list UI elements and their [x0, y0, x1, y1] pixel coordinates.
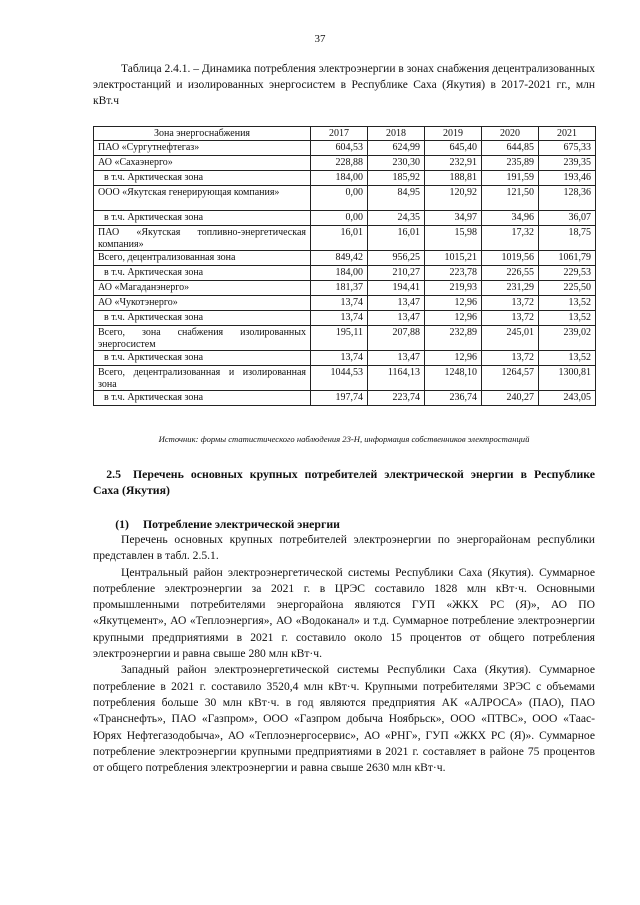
cell-value: 13,47 [368, 351, 425, 366]
cell-value: 232,89 [425, 326, 482, 351]
cell-value: 15,98 [425, 226, 482, 251]
cell-value: 34,96 [482, 211, 539, 226]
page-number: 37 [314, 33, 326, 45]
cell-value: 197,74 [311, 391, 368, 406]
cell-value: 13,74 [311, 351, 368, 366]
row-label: в т.ч. Арктическая зона [94, 311, 311, 326]
table-row [94, 351, 596, 366]
cell-value: 229,53 [539, 266, 596, 281]
subsection-heading [93, 516, 595, 532]
cell-value: 12,96 [425, 311, 482, 326]
row-label: в т.ч. Арктическая зона [94, 211, 311, 226]
cell-value: 121,50 [482, 186, 539, 211]
cell-value: 236,74 [425, 391, 482, 406]
row-label: АО «Сахаэнерго» [94, 156, 311, 171]
table-caption: Таблица 2.4.1. – Динамика потребления электроэнергии в зонах снабжения децентрализованных электростанций и изолированных энергосистем в Республике Саха (Якутия) в 2017-2021 гг., млн кВт.ч [93, 63, 595, 107]
cell-value: 184,00 [311, 266, 368, 281]
cell-value: 245,01 [482, 326, 539, 351]
column-header-2018: 2018 [368, 127, 425, 141]
table-row [94, 391, 596, 406]
table-row [94, 171, 596, 186]
cell-value: 644,85 [482, 141, 539, 156]
cell-value: 228,88 [311, 156, 368, 171]
row-label: в т.ч. Арктическая зона [94, 351, 311, 366]
cell-value: 1015,21 [425, 251, 482, 266]
table-row [94, 211, 596, 226]
table-row [94, 326, 596, 351]
cell-value: 235,89 [482, 156, 539, 171]
cell-value: 34,97 [425, 211, 482, 226]
cell-value: 223,78 [425, 266, 482, 281]
table-row [94, 281, 596, 296]
cell-value: 624,99 [368, 141, 425, 156]
column-header-2021: 2021 [539, 127, 596, 141]
cell-value: 13,74 [311, 296, 368, 311]
cell-value: 1164,13 [368, 366, 425, 391]
table-row [94, 141, 596, 156]
cell-value: 13,52 [539, 351, 596, 366]
row-label: АО «Чукотэнерго» [94, 296, 311, 311]
column-header-2019: 2019 [425, 127, 482, 141]
table-row [94, 296, 596, 311]
cell-value: 13,52 [539, 296, 596, 311]
cell-value: 645,40 [425, 141, 482, 156]
cell-value: 13,52 [539, 311, 596, 326]
table-source-note: Источник: формы статистического наблюдения 23-Н, информация собственников электростанций [158, 434, 530, 444]
cell-value: 223,74 [368, 391, 425, 406]
cell-value: 849,42 [311, 251, 368, 266]
paragraph: Западный район электроэнергетической системы Республики Саха (Якутия). Суммарное потребление в 2021 г. составило 3520,4 млн кВт·ч. Крупными потребителями ЗРЭС с объемами потребления больше 30 млн кВт·ч. в год являются предприятия АК «АЛРОСА» (ПАО), ПАО «Транснефть», ПАО «Газпром», ООО «Газпром добыча Ноябрьск», ООО «ПТВС», ООО «Таас-Юрях Нефтегазодобыча», АО «Теплоэнергосервис», АО «РНГ», ГУП «ЖКХ РС (Я)». Суммарное потребление электроэнергии крупными предприятиями в 2021 г. составляет в районе 75 процентов от общего потребления электроэнергии и равна свыше 2630 млн кВт·ч. [93, 663, 595, 775]
cell-value: 239,35 [539, 156, 596, 171]
subsection-title: Потребление электрической энергии [143, 517, 340, 531]
cell-value: 956,25 [368, 251, 425, 266]
cell-value: 193,46 [539, 171, 596, 186]
cell-value: 12,96 [425, 296, 482, 311]
cell-value: 675,33 [539, 141, 596, 156]
row-label: в т.ч. Арктическая зона [94, 171, 311, 186]
body-text [93, 532, 595, 776]
cell-value: 12,96 [425, 351, 482, 366]
cell-value: 16,01 [368, 226, 425, 251]
cell-value: 230,30 [368, 156, 425, 171]
cell-value: 1264,57 [482, 366, 539, 391]
cell-value: 239,02 [539, 326, 596, 351]
row-label: ПАО «Якутская топливно-энергетическая компания» [94, 226, 311, 251]
paragraph: Центральный район электроэнергетической системы Республики Саха (Якутия). Суммарное потребление электроэнергии за 2021 г. в ЦРЭС составило 1828 млн кВт·ч. Основными промышленными потребителями энергорайона являются ГУП «ЖКХ РС (Я)», АО ПО «Якутцемент», АО «Теплоэнергия», АО «Водоканал» и т.д. Суммарное потребление электроэнергии крупными предприятиями в 2021 г. составило около 15 процентов от общего потребления электроэнергии и равна свыше 280 млн кВт·ч. [93, 565, 595, 661]
table-row [94, 226, 596, 251]
cell-value: 36,07 [539, 211, 596, 226]
cell-value: 181,37 [311, 281, 368, 296]
cell-value: 240,27 [482, 391, 539, 406]
row-label: ООО «Якутская генерирующая компания» [94, 186, 311, 211]
cell-value: 194,41 [368, 281, 425, 296]
cell-value: 128,36 [539, 186, 596, 211]
paragraph: Перечень основных крупных потребителей электроэнергии по энергорайонам республики представлен в табл. 2.5.1. [93, 533, 595, 563]
cell-value: 1248,10 [425, 366, 482, 391]
cell-value: 1061,79 [539, 251, 596, 266]
section-number: 2.5 [106, 467, 121, 481]
cell-value: 243,05 [539, 391, 596, 406]
cell-value: 0,00 [311, 211, 368, 226]
cell-value: 17,32 [482, 226, 539, 251]
column-header-2017: 2017 [311, 127, 368, 141]
cell-value: 84,95 [368, 186, 425, 211]
table-header-row [94, 127, 596, 141]
cell-value: 604,53 [311, 141, 368, 156]
cell-value: 13,47 [368, 311, 425, 326]
cell-value: 120,92 [425, 186, 482, 211]
cell-value: 18,75 [539, 226, 596, 251]
cell-value: 13,72 [482, 311, 539, 326]
cell-value: 24,35 [368, 211, 425, 226]
table-row [94, 156, 596, 171]
cell-value: 232,91 [425, 156, 482, 171]
cell-value: 210,27 [368, 266, 425, 281]
cell-value: 219,93 [425, 281, 482, 296]
cell-value: 188,81 [425, 171, 482, 186]
row-label: ПАО «Сургутнефтегаз» [94, 141, 311, 156]
cell-value: 13,72 [482, 296, 539, 311]
row-label: Всего, зона снабжения изолированных энергосистем [94, 326, 311, 351]
consumption-table [93, 126, 596, 406]
cell-value: 1019,56 [482, 251, 539, 266]
table-row [94, 366, 596, 391]
row-label: в т.ч. Арктическая зона [94, 266, 311, 281]
table-row [94, 266, 596, 281]
column-header-zone: Зона энергоснабжения [94, 127, 311, 141]
row-label: в т.ч. Арктическая зона [94, 391, 311, 406]
cell-value: 1044,53 [311, 366, 368, 391]
cell-value: 13,72 [482, 351, 539, 366]
row-label: АО «Магаданэнерго» [94, 281, 311, 296]
cell-value: 195,11 [311, 326, 368, 351]
cell-value: 207,88 [368, 326, 425, 351]
cell-value: 226,55 [482, 266, 539, 281]
cell-value: 16,01 [311, 226, 368, 251]
column-header-2020: 2020 [482, 127, 539, 141]
cell-value: 0,00 [311, 186, 368, 211]
cell-value: 185,92 [368, 171, 425, 186]
cell-value: 184,00 [311, 171, 368, 186]
table-row [94, 311, 596, 326]
cell-value: 1300,81 [539, 366, 596, 391]
section-title: Перечень основных крупных потребителей электрической энергии в Республике Саха (Якутия) [93, 467, 595, 497]
section-heading [93, 466, 595, 498]
row-label: Всего, децентрализованная зона [94, 251, 311, 266]
table-row [94, 186, 596, 211]
cell-value: 225,50 [539, 281, 596, 296]
cell-value: 231,29 [482, 281, 539, 296]
row-label: Всего, децентрализованная и изолированная зона [94, 366, 311, 391]
subsection-number: (1) [115, 517, 129, 531]
table-row [94, 251, 596, 266]
cell-value: 13,47 [368, 296, 425, 311]
cell-value: 191,59 [482, 171, 539, 186]
cell-value: 13,74 [311, 311, 368, 326]
